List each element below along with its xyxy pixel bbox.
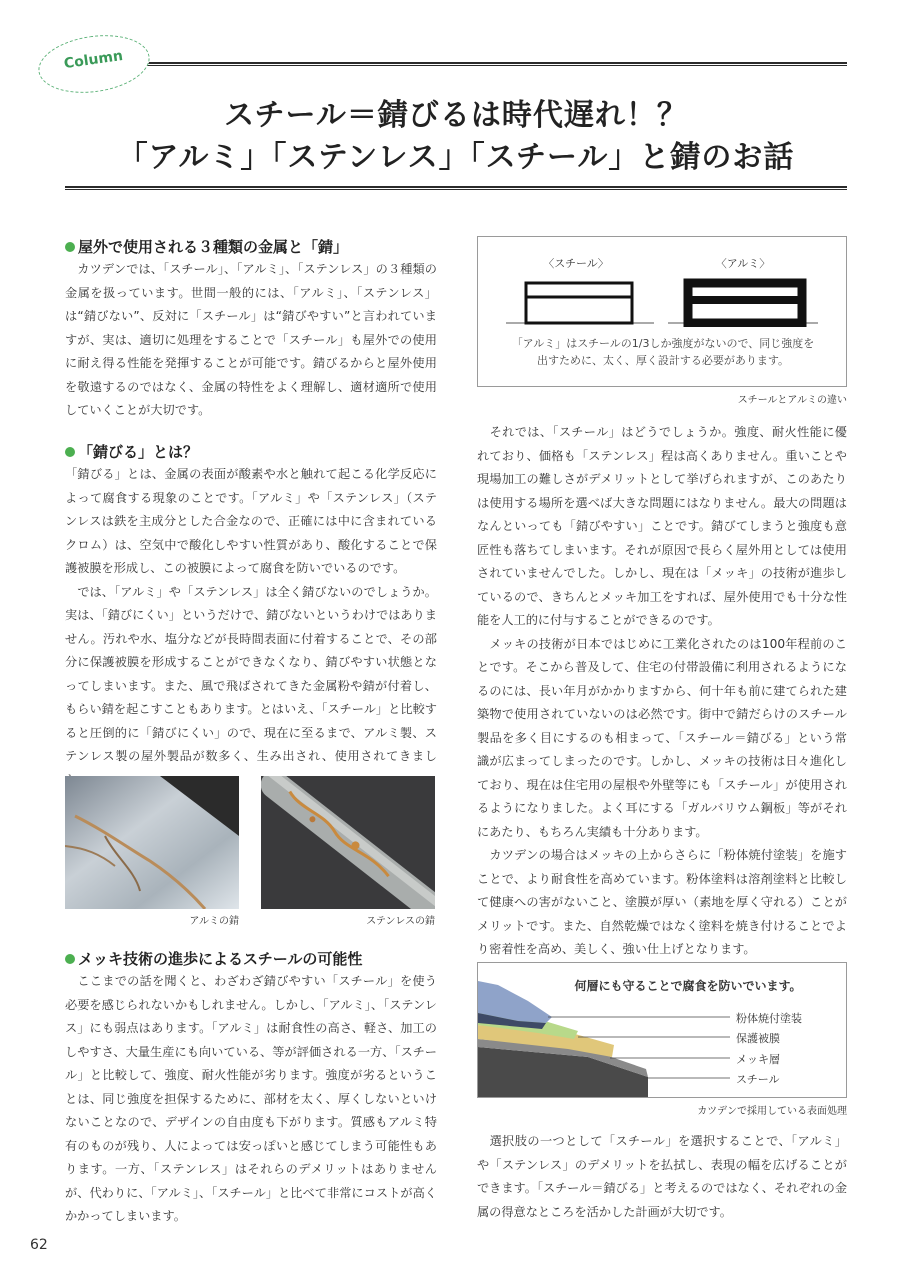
bullet-dot-icon [65,954,75,964]
paragraph: カツデンの場合はメッキの上からさらに「粉体焼付塗装」を施すことで、より耐食性を高めています。粉体塗料は溶剤塗料と比較して健康への害がないこと、塗膜が厚い（素地を厚く守れる）ことがメリットです。また、自然乾燥ではなく塗料を焼き付けることでより密着性を高め、美しく、強い仕上げとなります。 [477,848,847,956]
paragraph: メッキの技術が日本ではじめに工業化されたのは100年程前のことです。そこから普及して、住宅の付帯設備に利用されるようになるのには、長い年月がかかりますから、何十年も前に建てられた建築物で使用されていないのは必然です。街中で錆だらけのスチール製品を多く目にするのも相まって、「スチール＝錆びる」という常識が広まってしまったのです。しかし、メッキの技術は日々進化しており、現在は住宅用の屋根や外壁等にも「スチール」が使用されるようになりました。よく耳にする「ガルバリウム鋼板」等がそれにあたり、もちろん実績も十分あります。 [477,636,847,839]
page-title-line2: 「アルミ」「ステンレス」「スチール」と錆のお話 [117,140,795,175]
column-badge-label: Column [63,47,124,73]
surface-treatment-diagram [477,962,847,1098]
paragraph: ここまでの話を聞くと、わざわざ錆びやすい「スチール」を使う必要を感じられないかもしれません。しかし、「アルミ」、「ステンレス」にも弱点はあります。「アルミ」は耐食性の高さ、軽さ、加工のしやすさ、大量生産にも向いている、等が評価される一方、「スチール」と比較して、強度、耐火性能が劣ります。強度が劣るということは、同じ強度を担保するために、部材を太く、厚くしないといけないことなので、デザインの自由度も下がります。質感もアルミ特有のものが残り、人によっては安っぽいと感じてしまう可能性もあります。一方、「ステンレス」はそれらのデメリットはありませんが、代わりに、「アルミ」、「スチール」と比べて非常にコストが高くかかってしまいます。 [65,974,437,1223]
page-number: 62 [30,1237,48,1253]
paragraph: 「錆びる」とは、金属の表面が酸素や水と触れて起こる化学反応によって腐食する現象のことです。「アルミ」や「ステンレス」（ステンレスは鉄を主成分とした合金なので、正確には中に含まれているクロム）は、空気中で酸化しやすい性質があり、酸化することで保護被膜を形成し、この被膜によって腐食を防いでいるのです。 [65,467,437,575]
header-rule-top [65,62,847,66]
header-rule-bottom [65,186,847,190]
right-column-body-2 [477,1130,847,1224]
layer-label: 保護被膜 [736,1032,780,1045]
section-2-body [65,463,437,792]
section-heading-2-text: 「錆びる」とは？ [78,443,199,461]
page-title-line1: スチール＝錆びるは時代遅れ！？ [224,98,688,133]
diagram-label-steel: 〈スチール〉 [543,257,609,270]
section-3-body [65,970,437,1229]
diagram-label-aluminum: 〈アルミ〉 [715,257,771,270]
aluminum-rust-photo [65,776,239,909]
stainless-rust-photo [261,776,435,909]
layer-label: 粉体焼付塗装 [736,1012,802,1025]
diagram-note: 「アルミ」はスチールの1/3しか強度がないので、同じ強度を出すために、太く、厚く設計する必要があります。 [511,337,815,367]
bullet-dot-icon [65,242,75,252]
diagram2-caption: カツデンで採用している表面処理 [697,1106,847,1117]
section-1-body [65,258,437,423]
frame-profile-icon [478,275,846,327]
photo-caption-2: ステンレスの錆 [366,916,435,927]
paragraph: では、「アルミ」や「ステンレス」は全く錆びないのでしょうか。実は、「錆びにくい」というだけで、錆びないというわけではありません。汚れや水、塩分などが長時間表面に付着することで、その部分に保護被膜を形成することができなくなり、錆びやすい状態となってしまいます。また、風で飛ばされてきた金属粉や錆が付着し、もらい錆を起こすこともあります。とはいえ、「スチール」と比較すると圧倒的に「錆びにくい」ので、現在に至るまで、アルミ製、ステンレス製の屋外製品が数多く、生み出され、使用されてきまし [65,584,437,763]
section-heading-3-text: メッキ技術の進歩によるスチールの可能性 [78,950,363,968]
column-badge [35,28,154,99]
paragraph: 選択肢の一つとして「スチール」を選択することで、「アルミ」や「ステンレス」のデメリットを払拭し、表現の幅を広げることができます。「スチール＝錆びる」と考えるのではなく、それぞれの金属の得意なところを活かした計画が大切です。 [477,1134,848,1219]
bullet-dot-icon [65,447,75,457]
section-heading-3 [65,948,362,969]
layer-label: スチール [736,1073,780,1086]
section-heading-1-text: 屋外で使用される３種類の金属と「錆」 [78,238,349,256]
layer-label: メッキ層 [736,1053,780,1066]
steel-aluminum-diagram [477,236,847,387]
paragraph: それでは、「スチール」はどうでしょうか。強度、耐火性能に優れており、価格も「ステンレス」程は高くありません。重いことや現場加工の難しさがデメリットとして挙げられますが、このあたりは使用する場所を選べば大きな問題にはなりません。最大の問題はなんといっても「錆びやすい」ことです。錆びてしまうと強度も意匠性も落ちてしまいます。それが原因で長らく屋外用としては使用されていませんでした。しかし、現在は「メッキ」の技術が進歩しているので、きちんとメッキ加工をすれば、屋外使用でも十分な性能を人工的に付与することができるのです。 [477,425,847,627]
layered-coating-icon [478,977,846,1097]
diagram1-caption: スチールとアルミの違い [737,395,847,406]
right-column-body-1 [477,421,847,962]
paragraph: カツデンでは、「スチール」、「アルミ」、「ステンレス」の３種類の金属を扱っています。世間一般的には、「アルミ」、「ステンレス」は“錆びない”、反対に「スチール」は“錆びやすい”と言われていますが、実は、適切に処理をすることで「スチール」も屋外での使用に耐え得る性能を発揮することが可能です。錆びるからと屋外使用を敬遠するのではなく、金属の特性をよく理解し、適材適所で使用していくことが大切です。 [65,262,437,417]
diagram2-title: 何層にも守ることで腐食を防いでいます。 [574,979,802,993]
photo-caption-1: アルミの錆 [189,916,239,927]
section-heading-2 [65,441,198,462]
section-heading-1 [65,236,348,257]
